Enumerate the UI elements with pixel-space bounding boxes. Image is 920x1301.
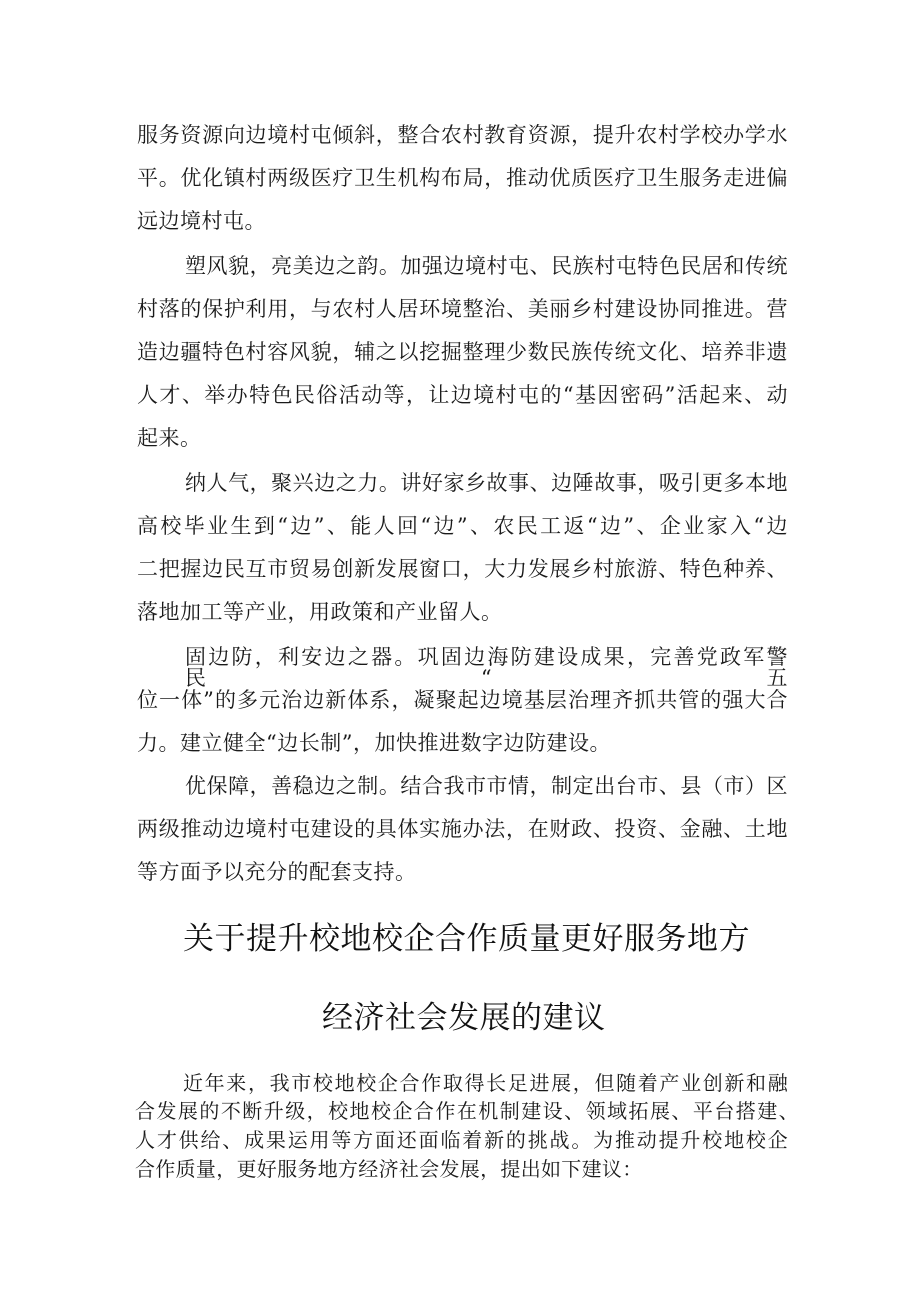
paragraph-line: 二把握边民互市贸易创新发展窗口，大力发展乡村旅游、特色种养、	[137, 557, 788, 581]
paragraph-line: 远边境村屯。	[137, 209, 266, 233]
paragraph-line: 平。优化镇村两级医疗卫生机构布局，推动优质医疗卫生服务走进偏	[137, 166, 788, 190]
paragraph-line: 塑风貌，亮美边之韵。加强边境村屯、民族村屯特色民居和传统	[185, 254, 788, 278]
paragraph-line: 力。建立健全“边长制”，加快推进数字边防建设。	[137, 731, 611, 755]
paragraph-line: 落地加工等产业，用政策和产业留人。	[137, 600, 503, 624]
intro-line: 合发展的不断升级，校地校企合作在机制建设、领域拓展、平台搭建、	[135, 1099, 799, 1123]
paragraph-line: 两级推动边境村屯建设的具体实施办法，在财政、投资、金融、土地	[137, 817, 788, 841]
article-title-line-1: 关于提升校地校企合作质量更好服务地方	[183, 921, 750, 957]
paragraph-line: 固边防，利安边之器。巩固边海防建设成果，完善党政军警民“五	[185, 645, 788, 690]
article-title-line-2: 经济社会发展的建议	[322, 1000, 606, 1036]
paragraph-line: 起来。	[137, 426, 202, 450]
paragraph-line: 位一体”的多元治边新体系，凝聚起边境基层治理齐抓共管的强大合	[137, 688, 788, 712]
paragraph-line: 村落的保护利用，与农村人居环境整治、美丽乡村建设协同推进。营	[137, 297, 788, 321]
paragraph-line: 高校毕业生到“边”、能人回“边”、农民工返“边”、企业家入“边	[137, 514, 788, 538]
paragraph-line: 纳人气，聚兴边之力。讲好家乡故事、边陲故事，吸引更多本地	[185, 471, 788, 495]
paragraph-line: 人才、举办特色民俗活动等，让边境村屯的“基因密码”活起来、动	[137, 383, 788, 407]
intro-line: 合作质量，更好服务地方经济社会发展，提出如下建议：	[135, 1157, 643, 1181]
paragraph-line: 等方面予以充分的配套支持。	[137, 860, 417, 884]
paragraph-line: 服务资源向边境村屯倾斜，整合农村教育资源，提升农村学校办学水	[137, 123, 788, 147]
paragraph-line: 优保障，善稳边之制。结合我市市情，制定出台市、县（市）区	[185, 774, 788, 798]
intro-line: 人才供给、成果运用等方面还面临着新的挑战。为推动提升校地校企	[135, 1128, 788, 1152]
paragraph-line: 造边疆特色村容风貌，辅之以挖掘整理少数民族传统文化、培养非遗	[137, 340, 788, 364]
intro-line: 近年来，我市校地校企合作取得长足进展，但随着产业创新和融	[183, 1071, 788, 1095]
